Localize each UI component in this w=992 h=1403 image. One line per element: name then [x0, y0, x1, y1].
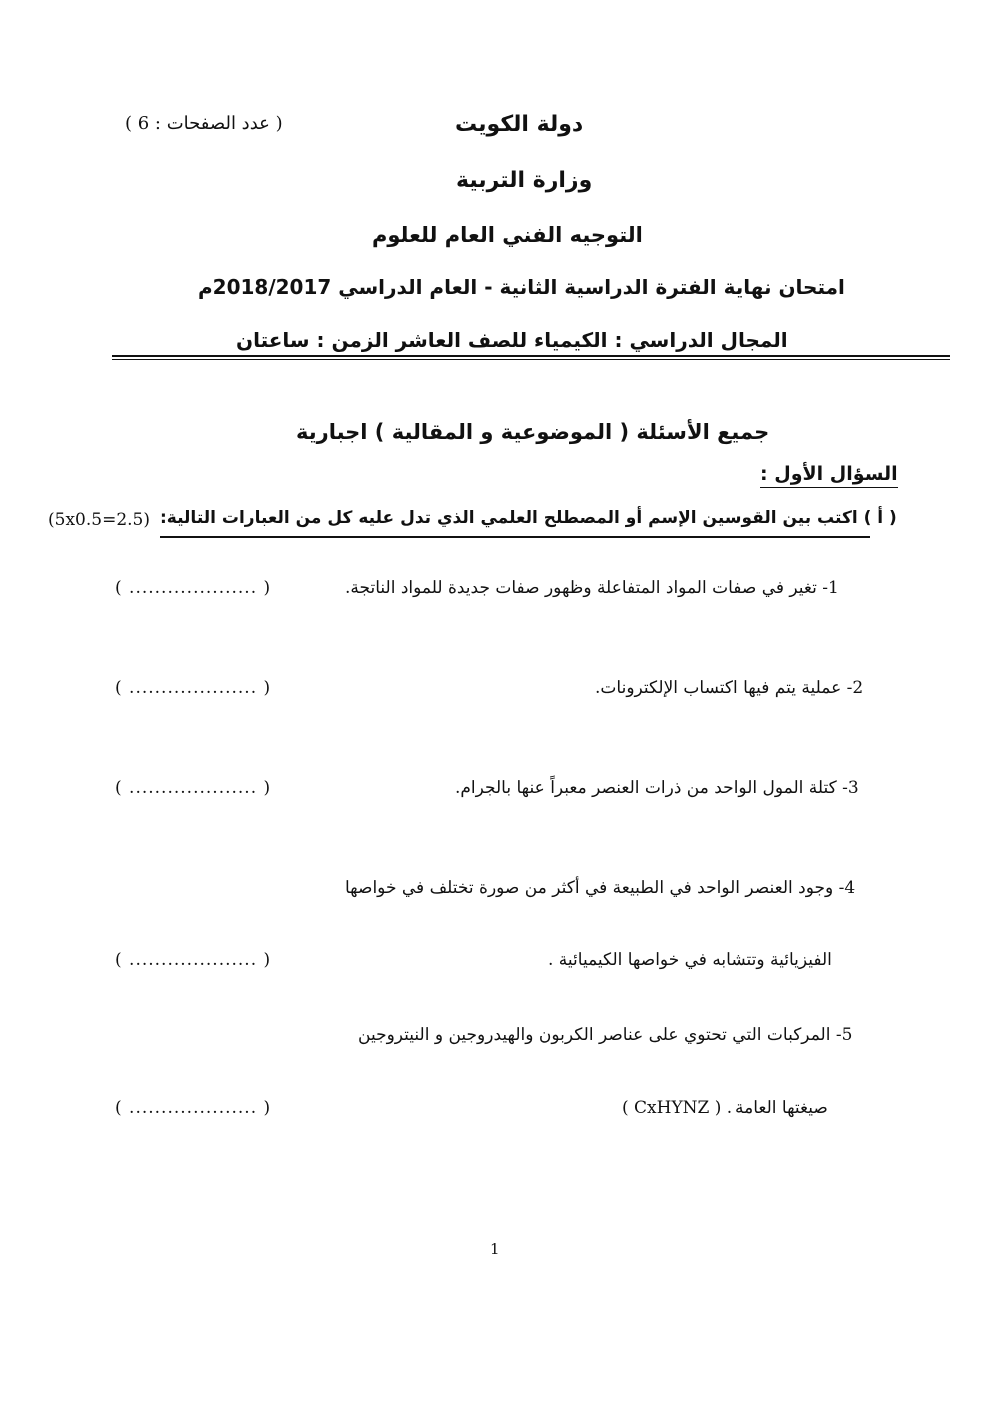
header-divider-thick — [112, 355, 950, 357]
item-4-answer-blank[interactable]: ( .................... ) — [115, 950, 272, 970]
item-1-text: 1- تغير في صفات المواد المتفاعلة وظهور صفات جديدة للمواد الناتجة. — [345, 578, 839, 598]
item-3-text: 3- كتلة المول الواحد من ذرات العنصر معبراً عنها بالجرام. — [455, 778, 859, 798]
item-5-text: 5- المركبات التي تحتوي على عناصر الكربون والهيدروجين و النيتروجين — [358, 1025, 853, 1045]
page-number: 1 — [490, 1240, 500, 1258]
item-4-continuation: الفيزيائية وتتشابه في خواصها الكيميائية . — [548, 950, 832, 970]
item-5-continuation: صيغتها العامة — [735, 1098, 828, 1118]
header-divider-thin — [112, 359, 950, 360]
item-2-text: 2- عملية يتم فيها اكتساب الإلكترونات. — [595, 678, 864, 698]
instructions-heading: جميع الأسئلة ( الموضوعية و المقالية ) اجبارية — [296, 420, 770, 444]
question-title: السؤال الأول : — [760, 463, 898, 488]
item-3-answer-blank[interactable]: ( .................... ) — [115, 778, 272, 798]
ministry-heading: وزارة التربية — [456, 168, 593, 193]
item-5-answer-blank[interactable]: ( .................... ) — [115, 1098, 272, 1118]
item-1-answer-blank[interactable]: ( .................... ) — [115, 578, 272, 598]
item-5-formula: ( CxHYNZ ) . — [622, 1098, 733, 1118]
country-heading: دولة الكويت — [455, 112, 584, 137]
part-a-prompt: ( أ ) اكتب بين القوسين الإسم أو المصطلح العلمي الذي تدل عليه كل من العبارات التالية: — [160, 508, 897, 528]
exam-title: امتحان نهاية الفترة الدراسية الثانية - العام الدراسي 2018/2017م — [198, 275, 845, 299]
pages-count: ( عدد الصفحات : 6 ) — [125, 113, 283, 134]
item-4-text: 4- وجود العنصر الواحد في الطبيعة في أكثر من صورة تختلف في خواصها — [345, 878, 856, 898]
item-2-answer-blank[interactable]: ( .................... ) — [115, 678, 272, 698]
part-a-score: (5x0.5=2.5) — [48, 510, 150, 530]
subject-line: المجال الدراسي : الكيمياء للصف العاشر الزمن : ساعتان — [236, 328, 788, 352]
department-heading: التوجيه الفني العام للعلوم — [372, 223, 643, 247]
prompt-underline — [160, 536, 870, 538]
